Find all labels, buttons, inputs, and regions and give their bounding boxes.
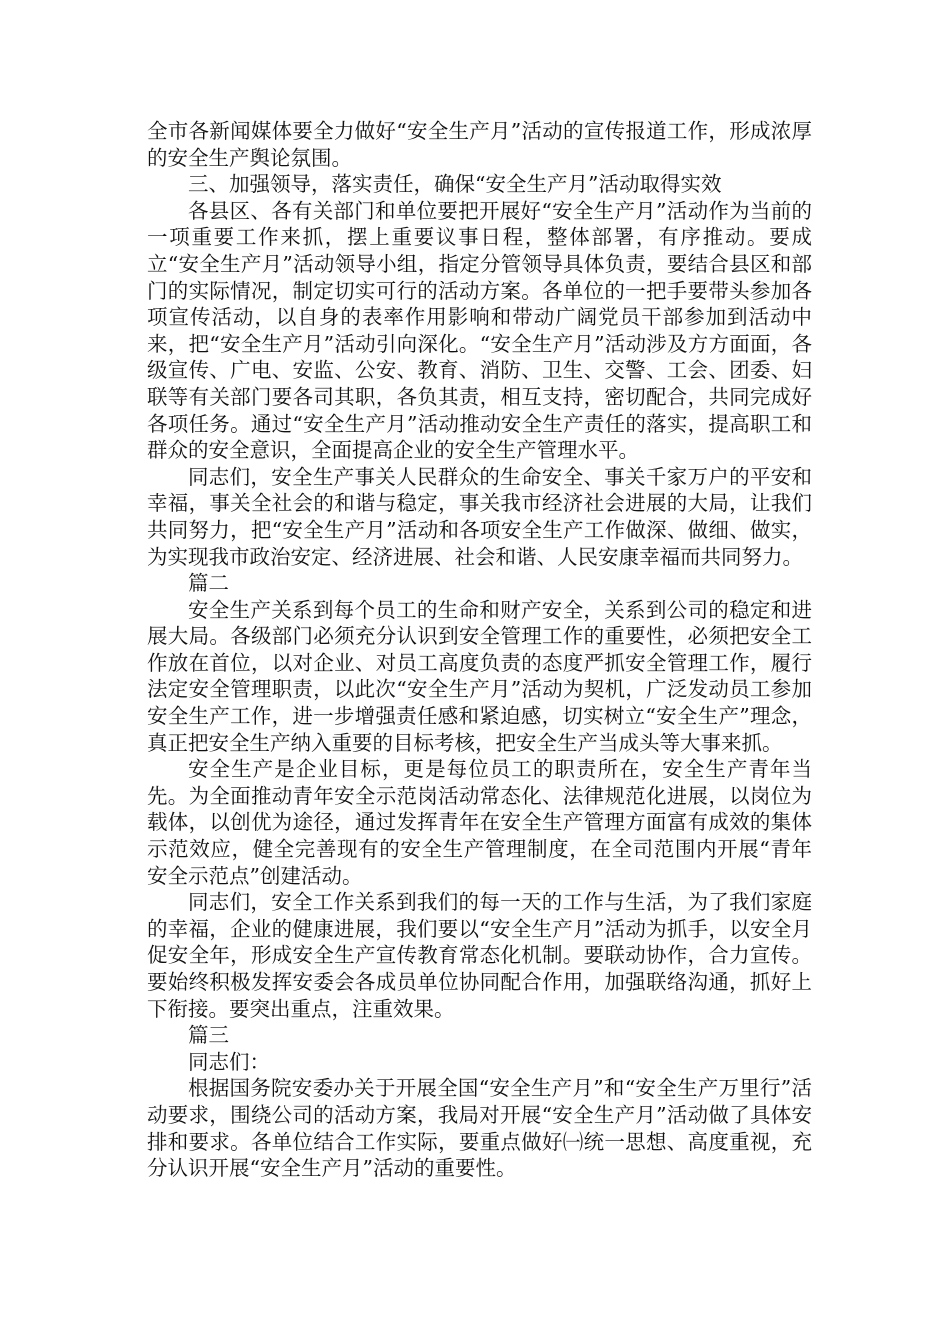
section-heading-leadership: 三、加强领导，落实责任，确保“安全生产月”活动取得实效 bbox=[188, 172, 722, 197]
paragraph-responsibilities: 各县区、各有关部门和单位要把开展好“安全生产月”活动作为当前的一项重要工作来抓，摆上重要议事日程，整体部署，有序推动。要成立“安全生产月”活动领导小组，指定分管领导具体负责，要结合县区和部门的实际情况，制定切实可行的活动方案。各单位的一把手要带头参加各项宣传活动，以自身的表率作用影响和带动广阔党员干部参加到活动中来，把“安全生产月”活动引向深化。“安全生产月”活动涉及方方面面，各级宣传、广电、安监、公安、教育、消防、卫生、交警、工会、团委、妇联等有关部门要各司其职，各负其责，相互支持，密切配合，共同完成好各项任务。通过“安全生产月”活动推动安全生产责任的落实，提高职工和群众的安全意识，全面提高企业的安全生产管理水平。 bbox=[147, 198, 812, 463]
paragraph-safety-importance: 安全生产关系到每个员工的生命和财产安全，关系到公司的稳定和进展大局。各级部门必须充分认识到安全管理工作的重要性，必须把安全工作放在首位，以对企业、对员工高度负责的态度严抓安全管理工作，履行法定安全管理职责，以此次“安全生产月”活动为契机，广泛发动员工参加安全生产工作，进一步增强责任感和紧迫感，切实树立“安全生产”理念，真正把安全生产纳入重要的目标考核，把安全生产当成头等大事来抓。 bbox=[147, 597, 812, 755]
paragraph-media-publicity: 全市各新闻媒体要全力做好“安全生产月”活动的宣传报道工作，形成浓厚的安全生产舆论氛围。 bbox=[147, 119, 812, 170]
salutation: 同志们： bbox=[188, 1049, 270, 1074]
paragraph-daily-safety: 同志们，安全工作关系到我们的每一天的工作与生活，为了我们家庭的幸福，企业的健康进展，我们要以“安全生产月”活动为抓手，以安全月促安全年，形成安全生产宣传教育常态化机制。要联动协作，合力宣传。要始终积极发挥安委会各成员单位协同配合作用，加强联络沟通，抓好上下衔接。要突出重点，注重效果。 bbox=[147, 890, 812, 1021]
paragraph-youth-demo: 安全生产是企业目标，更是每位员工的职责所在，安全生产青年当先。为全面推动青年安全示范岗活动常态化、法律规范化进展，以岗位为载体，以创优为途径，通过发挥青年在安全生产管理方面富有成效的集体示范效应，健全完善现有的安全生产管理制度，在全司范围内开展“青年安全示范点”创建活动。 bbox=[147, 757, 812, 888]
document-page bbox=[147, 118, 812, 1182]
paragraph-closing-call: 同志们，安全生产事关人民群众的生命安全、事关千家万户的平安和幸福，事关全社会的和谐与稳定，事关我市经济社会进展的大局，让我们共同努力，把“安全生产月”活动和各项安全生产工作做深、做细、做实，为实现我市政治安定、经济进展、社会和谐、人民安康幸福而共同努力。 bbox=[147, 464, 812, 569]
section-heading-part-two: 篇二 bbox=[188, 571, 229, 596]
paragraph-state-council: 根据国务院安委办关于开展全国“安全生产月”和“安全生产万里行”活动要求，围绕公司的活动方案，我局对开展“安全生产月”活动做了具体安排和要求。各单位结合工作实际，要重点做好㈠统一思想、高度重视，充分认识开展“安全生产月”活动的重要性。 bbox=[147, 1076, 812, 1181]
section-heading-part-three: 篇三 bbox=[188, 1023, 229, 1048]
